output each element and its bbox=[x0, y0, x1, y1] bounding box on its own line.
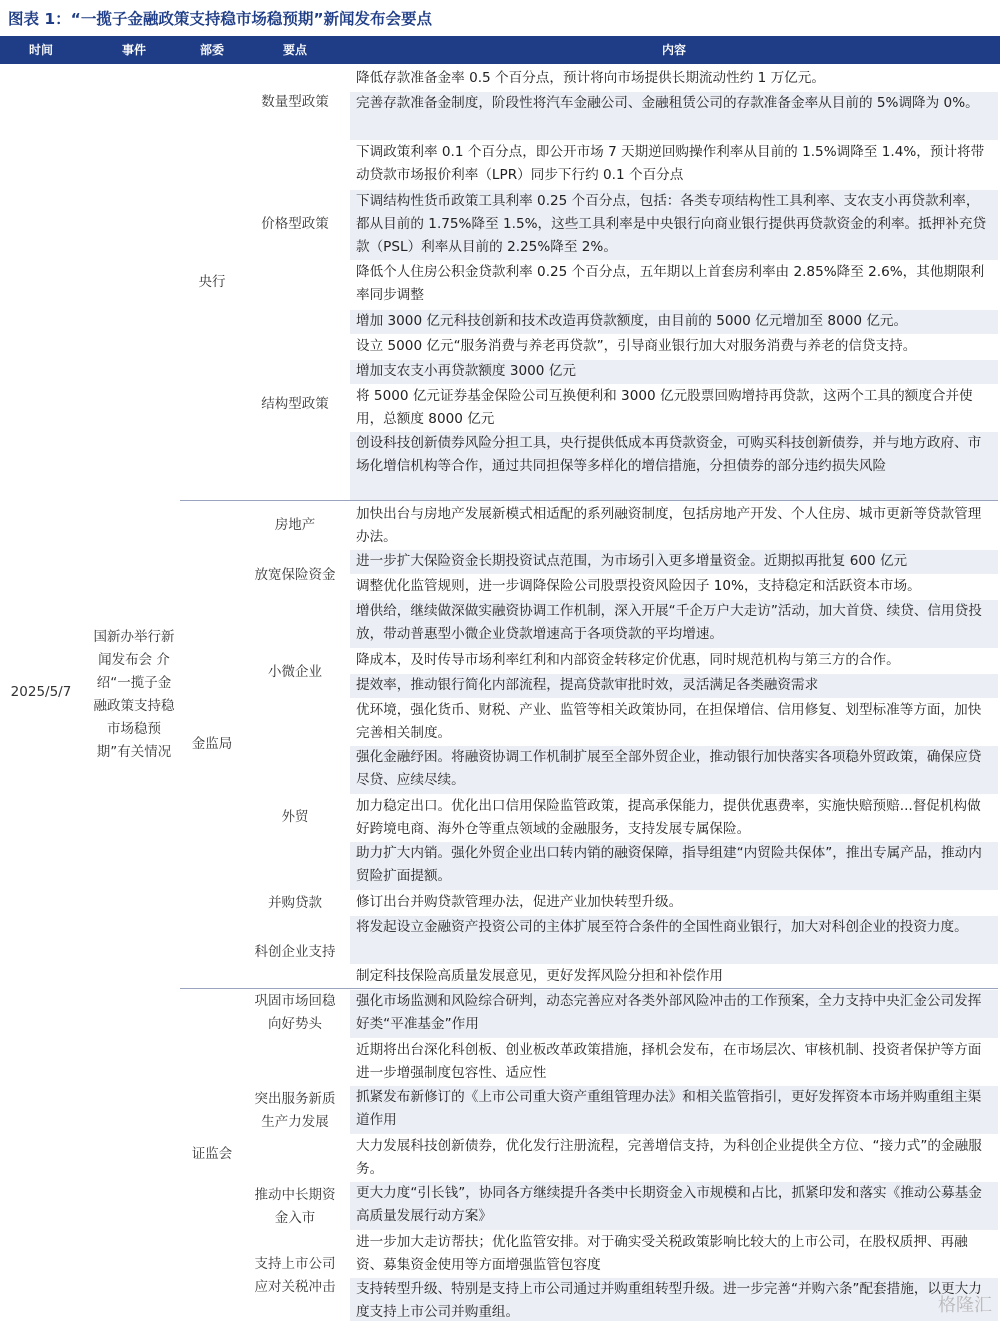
content-row: 更大力度“引长钱”，协同各方继续提升各类中长期资金入市规模和占比，抓紧印发和落实《推动公募基金高质量发展行动方案》 bbox=[350, 1182, 998, 1230]
content-row: 增加 3000 亿元科技创新和技术改造再贷款额度，由目前的 5000 亿元增加至 8000 亿元。 bbox=[350, 310, 998, 334]
content-row: 将发起设立金融资产投资公司的主体扩展至符合条件的全国性商业银行，加大对科创企业的投资力度。 bbox=[350, 916, 998, 964]
point-ma-loans: 并购贷款 bbox=[268, 894, 322, 911]
content-row: 进一步扩大保险资金长期投资试点范围，为市场引入更多增量资金。近期拟再批复 600 亿元 bbox=[350, 550, 998, 574]
content-row: 近期将出台深化科创板、创业板改革政策措施，择机会发布，在市场层次、审核机制、投资者保护等方面进一步增强制度包容性、适应性 bbox=[356, 1042, 982, 1081]
point-tech-support: 科创企业支持 bbox=[254, 943, 336, 960]
content-row: 降成本，及时传导市场利率红利和内部资金转移定价优惠，同时规范机构与第三方的合作。 bbox=[356, 652, 900, 668]
dept-pboc: 央行 bbox=[198, 273, 226, 290]
content-row: 强化市场监测和风险综合研判，动态完善应对各类外部风险冲击的工作预案，全力支持中央汇金公司发挥好类“平准基金”作用 bbox=[350, 990, 998, 1038]
content-row: 下调政策利率 0.1 个百分点，即公开市场 7 天期逆回购操作利率从目前的 1.5%调降至 1.4%，预计将带动贷款市场报价利率（LPR）同步下行约 0.1 个百分点 bbox=[356, 144, 985, 183]
content-row: 增供给，继续做深做实融资协调工作机制，深入开展“千企万户大走访”活动，加大首贷、续贷、信用贷投放，带动普惠型小微企业贷款增速高于各项贷款的平均增速。 bbox=[350, 600, 998, 648]
dept-csrc: 证监会 bbox=[191, 1146, 233, 1162]
content-row: 降低个人住房公积金贷款利率 0.25 个百分点，五年期以上首套房利率由 2.85%降至 2.6%，其他期限利率同步调整 bbox=[356, 264, 985, 303]
dept-nfra: 金监局 bbox=[191, 735, 233, 752]
header-event: 事件 bbox=[121, 43, 146, 57]
point-structural-policy: 结构型政策 bbox=[261, 396, 329, 412]
event-cell: 国新办举行新闻发布会 介绍“一揽子金融政策支持稳市场稳预期”有关情况 bbox=[93, 629, 175, 760]
content-row: 进一步加大走访帮扶；优化监管安排。对于确实受关税政策影响比较大的上市公司，在股权质押、再融资、募集资金使用等方面增强监管包容度 bbox=[356, 1234, 968, 1273]
content-row: 强化金融纾困。将融资协调工作机制扩展至全部外贸企业，推动银行加快落实各项稳外贸政策，确保应贷尽贷、应续尽续。 bbox=[350, 746, 998, 794]
header-time: 时间 bbox=[28, 43, 53, 57]
content-row: 抓紧发布新修订的《上市公司重大资产重组管理办法》和相关监管指引，更好发挥资本市场并购重组主渠道作用 bbox=[350, 1086, 998, 1134]
point-price-policy: 价格型政策 bbox=[261, 216, 329, 232]
content-row: 创设科技创新债券风险分担工具，央行提供低成本再贷款资金，可购买科技创新债券，并与地方政府、市场化增信机构等合作，通过共同担保等多样化的增信措施，分担债券的部分违约损失风险 bbox=[350, 432, 998, 500]
content-row: 修订出台并购贷款管理办法，促进产业加快转型升级。 bbox=[356, 894, 683, 910]
point-small-business: 小微企业 bbox=[268, 664, 322, 680]
content-row: 降低存款准备金率 0.5 个百分点，预计将向市场提供长期流动性约 1 万亿元。 bbox=[356, 70, 825, 86]
content-row: 提效率，推动银行简化内部流程，提高贷款审批时效，灵活满足各类融资需求 bbox=[350, 674, 998, 698]
content-row: 加力稳定出口。优化出口信用保险监管政策，提高承保能力，提供优惠费率，实施快赔预赔...督促机构做好跨境电商、海外仓等重点领域的金融服务，支持发展专属保险。 bbox=[356, 798, 981, 837]
header-point: 要点 bbox=[282, 43, 307, 57]
header-dept: 部委 bbox=[199, 43, 224, 57]
content-row: 加快出台与房地产发展新模式相适配的系列融资制度，包括房地产开发、个人住房、城市更新等贷款管理办法。 bbox=[356, 506, 982, 545]
watermark-logo: 格隆汇 bbox=[938, 1295, 992, 1316]
point-long-term-funds: 推动中长期资金入市 bbox=[254, 1187, 336, 1226]
content-row: 调整优化监管规则，进一步调降保险公司股票投资风险因子 10%，支持稳定和活跃资本市场。 bbox=[356, 578, 921, 594]
point-real-estate: 房地产 bbox=[274, 516, 316, 533]
point-quantity-policy: 数量型政策 bbox=[261, 93, 329, 110]
content-row: 增加支农支小再贷款额度 3000 亿元 bbox=[350, 360, 998, 384]
point-tariff-response: 支持上市公司应对关税冲击 bbox=[254, 1256, 336, 1295]
content-row: 下调结构性货币政策工具利率 0.25 个百分点，包括：各类专项结构性工具利率、支农支小再贷款利率，都从目前的 1.75%降至 1.5%，这些工具利率是中央银行向商业银行提供再贷款资金的利率。抵押补充贷款（PSL）利率从目前的 2.25%降至 2%。 bbox=[350, 190, 998, 260]
content-row: 将 5000 亿元证券基金保险公司互换便利和 3000 亿元股票回购增持再贷款，这两个工具的额度合并使用，总额度 8000 亿元 bbox=[356, 388, 973, 427]
point-new-productivity: 突出服务新质生产力发展 bbox=[254, 1090, 336, 1130]
point-insurance-funds: 放宽保险资金 bbox=[254, 566, 336, 583]
content-row: 制定科技保险高质量发展意见，更好发挥风险分担和补偿作用 bbox=[356, 968, 724, 984]
date-cell: 2025/5/7 bbox=[10, 684, 72, 700]
point-market-stability: 巩固市场回稳向好势头 bbox=[254, 993, 336, 1032]
content-row: 优环境，强化货币、财税、产业、监管等相关政策协同，在担保增信、信用修复、划型标准等方面，加快完善相关制度。 bbox=[356, 702, 982, 741]
content-row: 完善存款准备金制度，阶段性将汽车金融公司、金融租赁公司的存款准备金率从目前的 5%调降为 0%。 bbox=[350, 92, 998, 140]
content-row: 支持转型升级、特别是支持上市公司通过并购重组转型升级。进一步完善“并购六条”配套措施，以更大力度支持上市公司并购重组。 bbox=[350, 1278, 998, 1321]
header-content: 内容 bbox=[661, 43, 686, 57]
point-foreign-trade: 外贸 bbox=[281, 809, 309, 825]
content-row: 设立 5000 亿元“服务消费与养老再贷款”，引导商业银行加大对服务消费与养老的信贷支持。 bbox=[356, 338, 917, 354]
figure-title: 图表 1：“一揽子金融政策支持稳市场稳预期”新闻发布会要点 bbox=[8, 10, 433, 28]
table-header bbox=[0, 36, 1000, 64]
content-row: 大力发展科技创新债券，优化发行注册流程，完善增信支持，为科创企业提供全方位、“接力式”的金融服务。 bbox=[356, 1138, 982, 1177]
content-row: 助力扩大内销。强化外贸企业出口转内销的融资保障，指导组建“内贸险共保体”，推出专属产品，推动内贸险扩面提额。 bbox=[350, 842, 998, 890]
